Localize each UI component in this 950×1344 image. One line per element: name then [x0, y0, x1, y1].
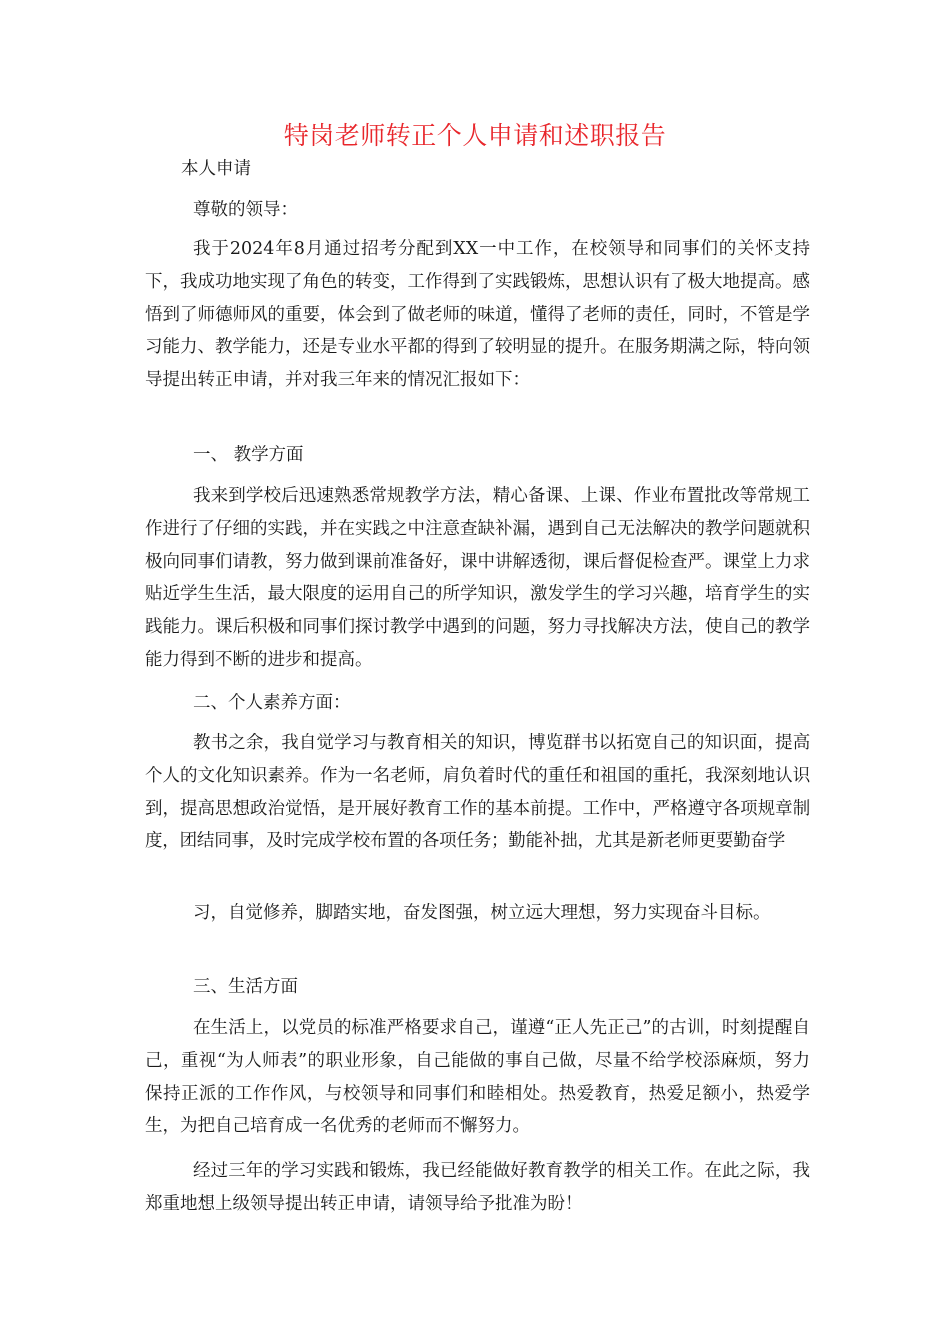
application-label: 本人申请 — [181, 159, 251, 179]
salutation: 尊敬的领导： — [193, 200, 298, 220]
section-heading-life: 三、生活方面 — [193, 977, 298, 997]
intro-paragraph: 我于2024年8月通过招考分配到XX一中工作，在校领导和同事们的关怀支持下，我成功地实现了角色的转变，工作得到了实践锻炼，思想认识有了极大地提高。感悟到了师德师风的重要，体会到了做老师的味道，懂得了老师的责任，同时，不管是学习能力、教学能力，还是专业水平都的得到了较明显的提升。在服务期满之际，特向领导提出转正申请，并对我三年来的情况汇报如下： — [145, 239, 810, 391]
personal-quality-paragraph: 教书之余，我自觉学习与教育相关的知识，博览群书以拓宽自己的知识面，提高个人的文化知识素养。作为一名老师，肩负着时代的重任和祖国的重托，我深刻地认识到，提高思想政治觉悟，是开展好教育工作的基本前提。工作中，严格遵守各项规章制度，团结同事，及时完成学校布置的各项任务；勤能补拙，尤其是新老师更要勤奋学 — [145, 733, 810, 852]
life-paragraph: 在生活上，以党员的标准严格要求自己，谨遵“正人先正己”的古训，时刻提醒自己，重视“为人师表”的职业形象，自己能做的事自己做，尽量不给学校添麻烦，努力保持正派的工作作风，与校领导和同事们和睦相处。热爱教育，热爱足额小，热爱学生，为把自己培育成一名优秀的老师而不懈努力。 — [145, 1018, 810, 1137]
closing-paragraph: 经过三年的学习实践和锻炼，我已经能做好教育教学的相关工作。在此之际，我郑重地想上级领导提出转正申请，请领导给予批准为盼！ — [145, 1161, 810, 1214]
document-title: 特岗老师转正个人申请和述职报告 — [283, 121, 667, 150]
section-heading-personal-quality: 二、个人素养方面： — [193, 693, 351, 713]
section-heading-teaching: 一、 教学方面 — [193, 445, 304, 465]
teaching-paragraph: 我来到学校后迅速熟悉常规教学方法，精心备课、上课、作业布置批改等常规工作进行了仔细的实践，并在实践之中注意查缺补漏，遇到自己无法解决的教学问题就积极向同事们请教，努力做到课前准备好，课中讲解透彻，课后督促检查严。课堂上力求贴近学生生活，最大限度的运用自己的所学知识，激发学生的学习兴趣，培育学生的实践能力。课后积极和同事们探讨教学中遇到的问题，努力寻找解决方法，使自己的教学能力得到不断的进步和提高。 — [145, 486, 810, 670]
personal-quality-continuation: 习，自觉修养，脚踏实地，奋发图强，树立远大理想，努力实现奋斗目标。 — [193, 903, 771, 923]
